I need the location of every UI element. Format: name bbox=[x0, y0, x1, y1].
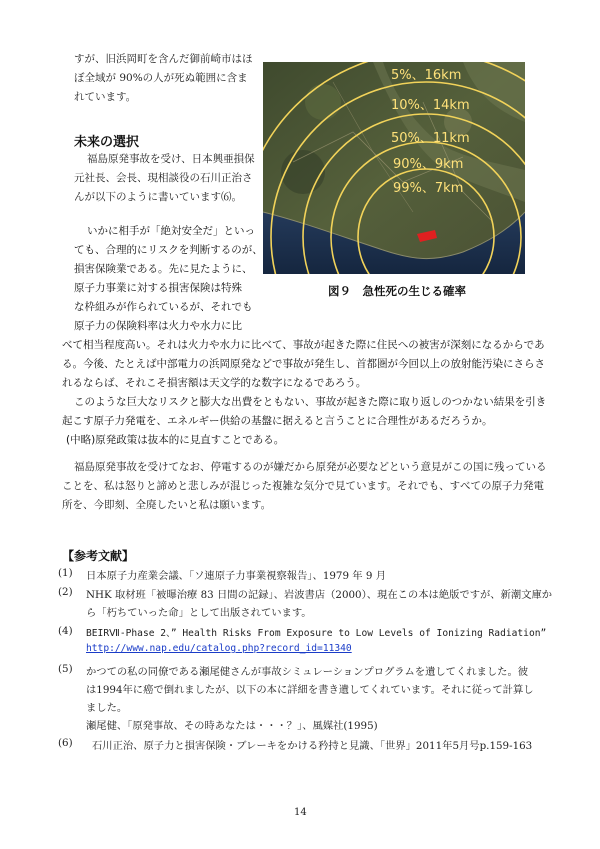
ring-label: 50%、11km bbox=[391, 131, 470, 146]
reference-text: BEIRⅦ-Phase 2、” Health Risks From Exposure to Low Levels of Ionizing Radiation” bbox=[86, 628, 547, 639]
section-title: 未来の選択 bbox=[74, 135, 140, 150]
quote-line: る。今後、たとえば中部電力の浜岡原発などで事故が発生し、首都圏が今回以上の放射能汚染にさらさ bbox=[62, 358, 545, 370]
quote-line: 原子力の保険料率は火力や水力に比 bbox=[74, 320, 242, 332]
reference-link[interactable]: http://www.nap.edu/catalog.php?record_id=11340 bbox=[86, 643, 352, 654]
quote-line: このような巨大なリスクと膨大な出費をともない、事故が起きた際に取り返しのつかない結果を引き bbox=[74, 396, 547, 408]
quote-line: 起こす原子力発電を、エネルギー供給の基盤に据えると言うことに合理性があるだろうか。 bbox=[62, 415, 493, 427]
reference-number: (4) bbox=[58, 625, 73, 637]
page-number: 14 bbox=[294, 807, 307, 818]
quote-line: 損害保険業である。先に見たように、 bbox=[74, 263, 253, 275]
quote-line: (中略)原発政策は抜本的に見直すことである。 bbox=[66, 434, 285, 446]
text-line: 元社長、会長、現相談役の石川正治さ bbox=[74, 172, 253, 184]
figure-map bbox=[263, 62, 525, 274]
quote-line: ても、合理的にリスクを判断するのが、 bbox=[74, 244, 263, 256]
reference-text: 瀬尾健、「原発事故、その時あなたは・・・？」、風媒社(1995) bbox=[86, 720, 378, 732]
ring-label: 90%、9km bbox=[393, 157, 464, 172]
text-line: んが以下のように書いています⑹。 bbox=[74, 191, 242, 203]
reference-text: ました。 bbox=[86, 702, 128, 714]
references-title: 【参考文献】 bbox=[62, 549, 135, 563]
text-line: すが、旧浜岡町を含んだ御前崎市はほ bbox=[74, 53, 253, 65]
reference-text: は1994年に癌で倒れましたが、以下の本に詳細を書き遺してくれています。それに従って計算し bbox=[86, 684, 534, 696]
ring-label: 5%、16km bbox=[391, 68, 462, 83]
reference-text: 石川正治、原子力と損害保険・ブレーキをかける矜持と見識、「世界」2011年5月号p.159-163 bbox=[92, 740, 533, 752]
text-line: ことを、私は怒りと諦めと悲しみが混じった複雑な気分で見ています。それでも、すべての原子力発電 bbox=[62, 480, 544, 492]
text-line: れています。 bbox=[74, 91, 137, 103]
text-line: 福島原発事故を受けてなお、停電するのが嫌だから原発が必要などという意見がこの国に残っている bbox=[74, 461, 547, 473]
text-line: 福島原発事故を受け、日本興亜損保 bbox=[87, 153, 255, 165]
reference-number: (5) bbox=[58, 663, 73, 675]
ring-label: 99%、7km bbox=[393, 181, 464, 196]
reference-text: 日本原子力産業会議、「ソ連原子力事業視察報告」、1979 年 9 月 bbox=[86, 570, 386, 582]
figure-caption: 図９ 急性死の生じる確率 bbox=[328, 284, 466, 298]
ring-label: 10%、14km bbox=[391, 98, 470, 113]
quote-line: な枠組みが作られているが、それでも bbox=[74, 301, 253, 313]
quote-line: 原子力事業に対する損害保険は特殊 bbox=[74, 282, 242, 294]
reference-text: かつての私の同僚である瀬尾健さんが事故シミュレーションプログラムを遺してくれました。彼 bbox=[86, 666, 529, 678]
text-line: 所を、今即刻、全廃したいと私は願います。 bbox=[62, 499, 272, 511]
quote-line: べて相当程度高い。それは火力や水力に比べて、事故が起きた際に住民への被害が深刻になるからであ bbox=[62, 339, 545, 351]
map-image bbox=[263, 62, 525, 274]
reference-number: (1) bbox=[58, 567, 73, 579]
reference-text: ら「朽ちていった命」として出版されています。 bbox=[86, 607, 312, 619]
quote-line: いかに相手が「絶対安全だ」といっ bbox=[87, 225, 255, 237]
reference-text: NHK 取材班「被曝治療 83 日間の記録」、岩波書店（2000）、現在この本は絶版ですが、新潮文庫か bbox=[86, 589, 553, 601]
reference-number: (6) bbox=[58, 737, 73, 749]
reference-number: (2) bbox=[58, 586, 73, 598]
quote-line: れるならば、それこそ損害額は天文学的な数字になるであろう。 bbox=[62, 377, 367, 389]
text-line: ぼ全域が 90%の人が死ぬ範囲に含ま bbox=[74, 72, 248, 84]
